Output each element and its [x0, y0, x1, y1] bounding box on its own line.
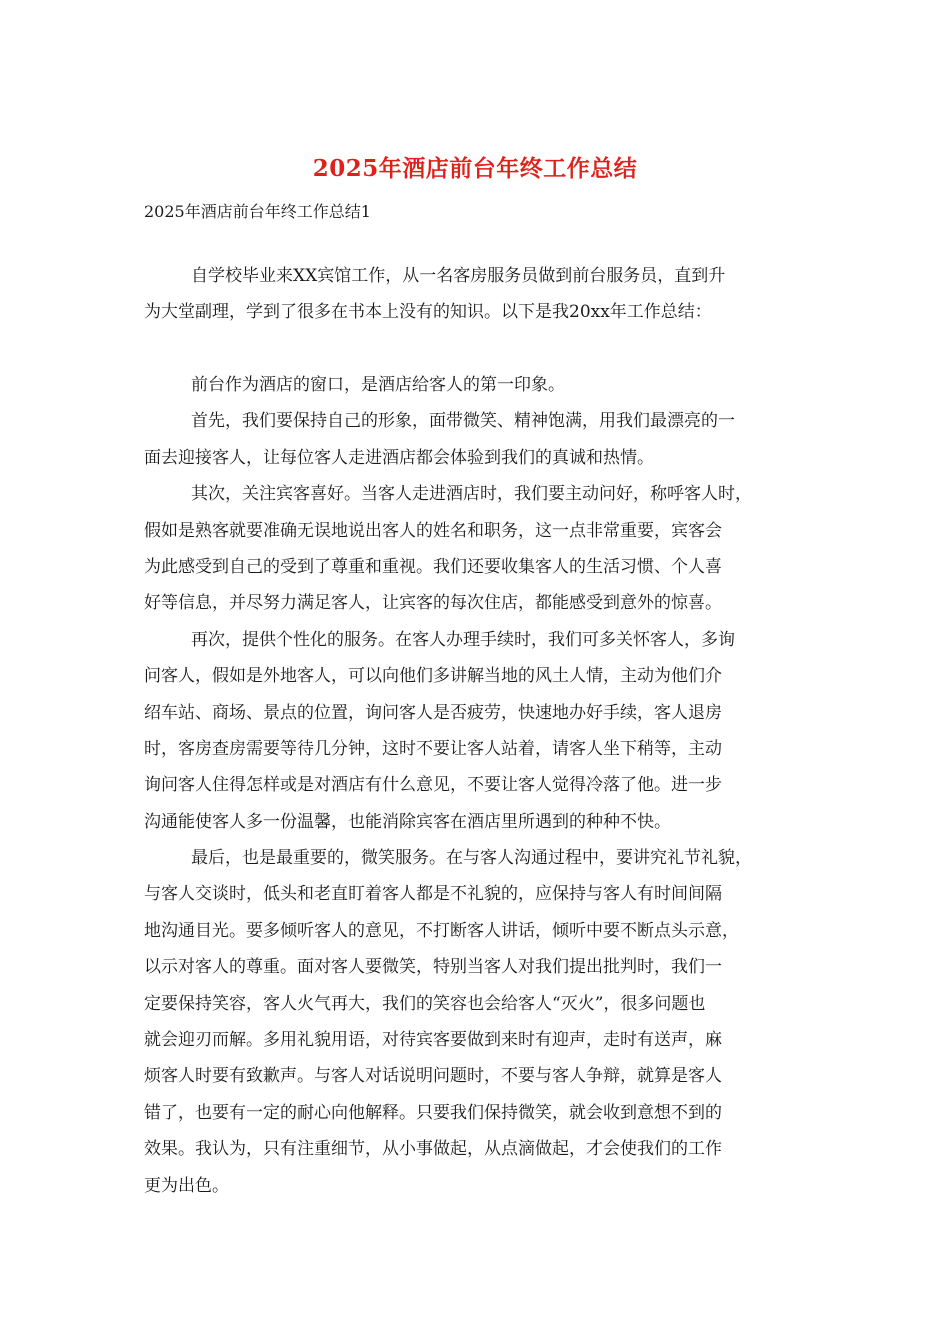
text-line: 错了，也要有一定的耐心向他解释。只要我们保持微笑，就会收到意想不到的	[144, 1102, 722, 1123]
text-line: 与客人交谈时，低头和老直盯着客人都是不礼貌的，应保持与客人有时间间隔	[144, 884, 722, 905]
intro-paragraph	[144, 258, 814, 331]
text-line: 定要保持笑容，客人火气再大，我们的笑容也会给客人“灭火”，很多问题也	[144, 993, 706, 1014]
paragraph-first-line: 前台作为酒店的窗口，是酒店给客人的第一印象。	[191, 375, 565, 395]
text-line: 绍车站、商场、景点的位置，询问客人是否疲劳，快速地办好手续，客人退房	[144, 702, 722, 723]
text-line: 为大堂副理，学到了很多在书本上没有的知识。以下是我20xx年工作总结：	[144, 302, 712, 323]
text-line: 自学校毕业来XX宾馆工作，从一名客房服务员做到前台服务员，直到升	[191, 266, 726, 286]
text-line: 更为出色。	[144, 1175, 229, 1196]
paragraph-first-line: 再次，提供个性化的服务。在客人办理手续时，我们可多关怀客人，多询	[191, 629, 735, 650]
text-line: 时，客房查房需要等待几分钟，这时不要让客人站着，请客人坐下稍等，主动	[144, 738, 722, 759]
text-line: 面去迎接客人，让每位客人走进酒店都会体验到我们的真诚和热情。	[144, 447, 654, 468]
text-line: 沟通能使客人多一份温馨，也能消除宾客在酒店里所遇到的种种不快。	[144, 811, 671, 832]
document-title: 2025年酒店前台年终工作总结	[312, 155, 638, 182]
text-line: 以示对客人的尊重。面对客人要微笑，特别当客人对我们提出批判时，我们一	[144, 957, 722, 978]
paragraph-first-line: 其次，关注宾客喜好。当客人走进酒店时，我们要主动问好，称呼客人时，	[191, 484, 752, 505]
text-line: 效果。我认为，只有注重细节，从小事做起，从点滴做起，才会使我们的工作	[144, 1139, 722, 1160]
text-line: 就会迎刃而解。多用礼貌用语，对待宾客要做到来时有迎声，走时有送声，麻	[144, 1030, 722, 1051]
text-line: 问客人，假如是外地客人，可以向他们多讲解当地的风土人情，主动为他们介	[144, 666, 722, 687]
text-line: 询问客人住得怎样或是对酒店有什么意见，不要让客人觉得冷落了他。进一步	[144, 775, 722, 796]
text-line: 烦客人时要有致歉声。与客人对话说明问题时，不要与客人争辩，就算是客人	[144, 1066, 722, 1087]
text-line: 假如是熟客就要准确无误地说出客人的姓名和职务，这一点非常重要，宾客会	[144, 520, 722, 541]
paragraph-first-line: 首先，我们要保持自己的形象，面带微笑、精神饱满，用我们最漂亮的一	[191, 411, 735, 432]
text-line: 好等信息，并尽努力满足客人，让宾客的每次住店，都能感受到意外的惊喜。	[144, 593, 722, 614]
text-line: 为此感受到自己的受到了尊重和重视。我们还要收集客人的生活习惯、个人喜	[144, 556, 722, 577]
section-heading: 2025年酒店前台年终工作总结1	[144, 202, 371, 221]
body-text	[144, 367, 814, 1204]
text-line: 地沟通目光。要多倾听客人的意见，不打断客人讲话，倾听中要不断点头示意，	[144, 920, 739, 941]
paragraph-first-line: 最后，也是最重要的，微笑服务。在与客人沟通过程中，要讲究礼节礼貌，	[191, 848, 752, 869]
